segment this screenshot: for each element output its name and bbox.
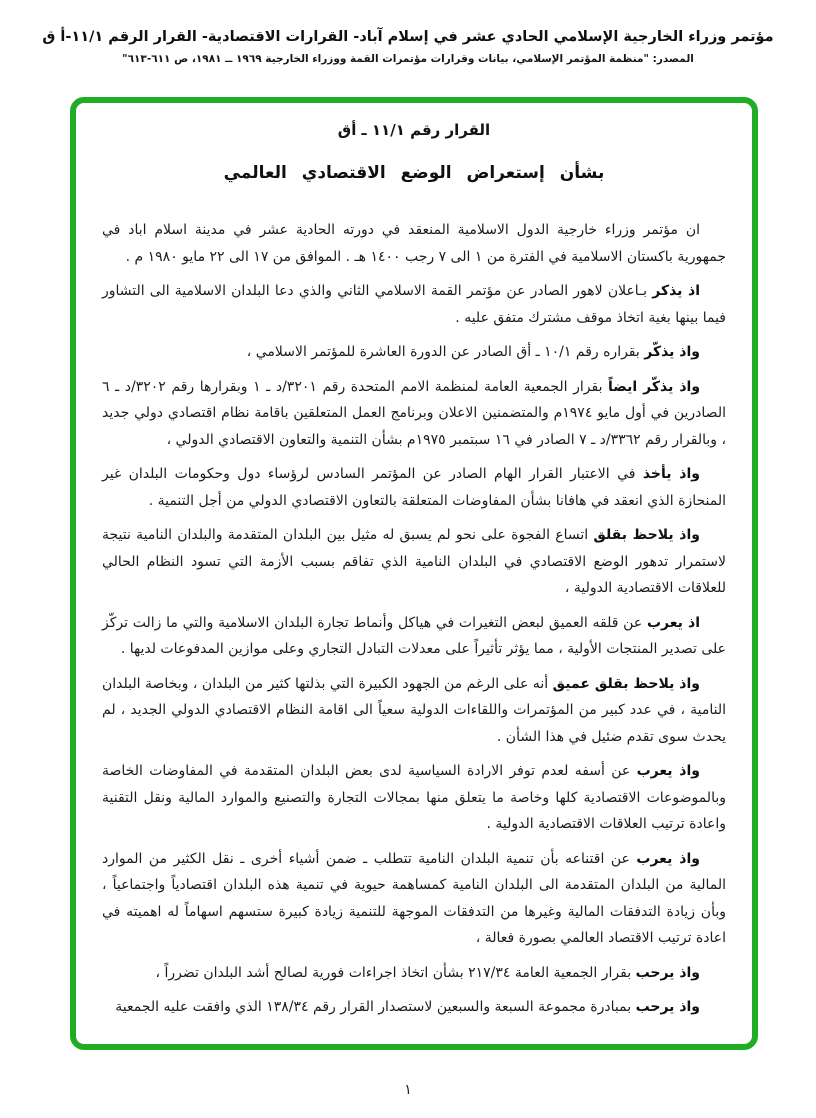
paragraph-text: بقرار الجمعية العامة ٢١٧/٣٤ بشأن اتخاذ اجراءات فورية لصالح أشد البلدان تضرراً ، xyxy=(155,964,636,981)
resolution-paragraph xyxy=(102,610,726,663)
paragraph-text: عن أسفه لعدم توفر الارادة السياسية لدى بعض البلدان المتقدمة في المفاوضات الخاصة وبالموضوعات الاقتصادية كلها وخاصة ما يتعلق منها بمجالات التجارة والتصنيع والموارد المالية ونقل التقنية واعادة ترتيب العلاقات الاقتصادية الدولية . xyxy=(102,763,726,832)
resolution-paragraph xyxy=(102,339,726,366)
paragraph-lead: اذ يذكر xyxy=(652,283,700,299)
paragraph-text: عن قلقه العميق لبعض التغيرات في هياكل وأنماط تجارة البلدان الاسلامية والتي ما زالت تركّز على تصدير المنتجات الأولية ، مما يؤثر تأثيراً على معدلات التبادل التجاري وعلى موازين المدفوعات لديها . xyxy=(102,614,726,657)
paragraph-text: عن اقتناعه بأن تنمية البلدان النامية تتطلب ـ ضمن أشياء أخرى ـ نقل الكثير من الموارد المالية من البلدان المتقدمة الى البلدان النامية كمساهمة حيوية في تنمية هذه البلدان اقتصادياً واجتماعياً ، وبأن زيادة التدفقات المالية وغيرها من التدفقات الموجهة للتنمية زيادة كبيرة ستسهم اسهاماً له اهميته في اعادة ترتيب الاقتصاد العالمي بصورة فعالة ، xyxy=(102,850,726,946)
resolution-paragraph xyxy=(102,374,726,454)
paragraph-lead: واذ يأخذ xyxy=(642,466,700,482)
resolution-paragraph xyxy=(102,758,726,838)
header-source: المصدر: "منظمة المؤتمر الإسلامي، بيانات وقرارات مؤتمرات القمة ووزراء الخارجية ١٩٦٩ ــ ١٩٨١، ص ٦١١-٦١٣" xyxy=(122,53,694,65)
resolution-paragraph xyxy=(102,960,726,987)
highlight-box xyxy=(70,97,758,1050)
resolution-paragraph xyxy=(102,994,726,1021)
paragraph-text: بـاعلان لاهور الصادر عن مؤتمر القمة الاسلامي الثاني والذي دعا البلدان الاسلامية الى التشاور فيما بينها بغية اتخاذ موقف مشترك متفق عليه . xyxy=(102,283,726,326)
paragraph-lead: واذ يذكّر ايضاً xyxy=(608,378,701,395)
paragraph-text: ان مؤتمر وزراء خارجية الدول الاسلامية المنعقد في دورته الحادية عشر في مدينة اسلام اباد في جمهورية باكستان الاسلامية في الفترة من ١ الى ٧ رجب ١٤٠٠ هـ . الموافق من ١٧ الى ٢٢ مايو ١٩٨٠ م . xyxy=(102,222,726,265)
paragraph-lead: واذ يلاحظ بقلق xyxy=(593,527,700,543)
paragraph-lead: واذ يرحب xyxy=(635,999,700,1015)
paragraph-text: بمبادرة مجموعة السبعة والسبعين لاستصدار القرار رقم ١٣٨/٣٤ الذي وافقت عليه الجمعية xyxy=(115,999,636,1015)
resolution-paragraph xyxy=(102,671,726,751)
header-title: مؤتمر وزراء الخارجية الإسلامي الحادي عشر في إسلام آباد- القرارات الاقتصادية- القرار الرقم ١١/١-أ ق xyxy=(42,29,774,45)
paragraph-lead: اذ يعرب xyxy=(646,614,701,631)
paragraph-lead: واذ يرحب xyxy=(635,964,700,981)
resolution-paragraph xyxy=(102,522,726,602)
paragraph-lead: واذ يعرب xyxy=(636,850,700,867)
resolution-paragraph xyxy=(102,278,726,331)
document-header xyxy=(0,0,816,66)
resolution-paragraph xyxy=(102,846,726,952)
resolution-subject: بشأن إستعراض الوضع الاقتصادي العالمي xyxy=(223,163,605,183)
paragraph-text: بقراره رقم ١٠/١ ـ أق الصادر عن الدورة العاشرة للمؤتمر الاسلامي ، xyxy=(246,344,645,360)
paragraph-text: اتساع الفجوة على نحو لم يسبق له مثيل بين البلدان المتقدمة والبلدان النامية نتيجة لاستمرار تدهور الوضع الاقتصادي في البلدان النامية الذي تفاقم بسبب الأزمة التي تسود النظام الحالي للعلاقات الاقتصادية الدولية ، xyxy=(102,527,726,596)
resolution-paragraph xyxy=(102,217,726,270)
paragraph-lead: واذ يلاحظ بقلق عميق xyxy=(552,675,700,692)
resolution-paragraph xyxy=(102,461,726,514)
paragraph-list xyxy=(102,217,726,1021)
paragraph-text: أنه على الرغم من الجهود الكبيرة التي بذلتها كثير من البلدان ، وبخاصة البلدان النامية ، في عدد كبير من المؤتمرات واللقاءات الدولية سعياً الى اقامة النظام الاقتصادي الدولي الجديد ، لم يحدث سوى تقدم ضئيل في هذا الشأن . xyxy=(102,675,726,745)
paragraph-lead: واذ يعرب xyxy=(636,763,700,779)
page-number: ١ xyxy=(404,1082,412,1098)
paragraph-text: في الاعتبار القرار الهام الصادر عن المؤتمر السادس لرؤساء دول وحكومات البلدان غير المنحازة الذي انعقد في هافانا بشأن المفاوضات المتعلقة بالتعاون الاقتصادي الدولي من أجل التنمية . xyxy=(102,466,726,509)
resolution-number: القرار رقم ١١/١ ـ أق xyxy=(337,121,491,139)
paragraph-lead: واذ يذكّر xyxy=(644,344,700,360)
paragraph-text: بقرار الجمعية العامة لمنظمة الامم المتحدة رقم ٣٢٠١/د ـ ١ وبقرارها رقم ٣٢٠٢/د ـ ٦ الصادرين في أول مايو ١٩٧٤م والمتضمنين الاعلان وبرنامج العمل المتعلقين باقامة نظام اقتصادي دولي جديد ، وبالقرار رقم ٣٣٦٢/د ـ ٧ الصادر في ١٦ سبتمبر ١٩٧٥م بشأن التنمية والتعاون الاقتصادي الدولي ، xyxy=(102,378,726,448)
